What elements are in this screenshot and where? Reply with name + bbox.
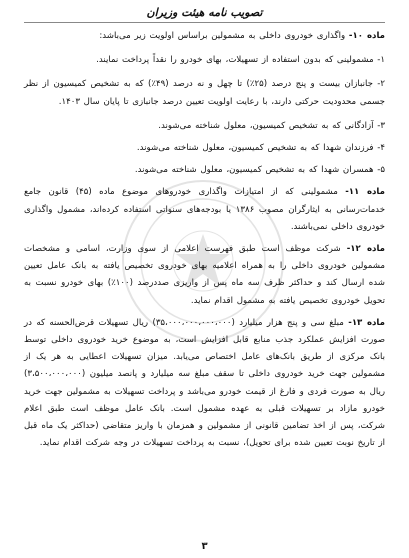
paragraph-8 [24,315,385,453]
paragraph-text: ۳- آزادگانی که به تشخیص کمیسیون، معلول شناخته می‌شوند. [158,120,385,131]
paragraph-text: ۵- همسران شهدا که به تشخیص کمیسیون، معلول شناخته می‌شوند. [134,165,385,176]
paragraph-6 [24,184,385,236]
page-number: ۳ [201,541,208,552]
document-body [24,28,385,457]
paragraph-4 [24,140,385,157]
paragraph-1 [24,52,385,69]
paragraph-2 [24,76,385,110]
paragraph-text: مبلغ سی و پنج هزار میلیارد (۳۵،۰۰۰،۰۰۰،۰۰۰،۰۰۰) ریال تسهیلات قرض‌الحسنه که در صورت افزایش عملکرد جذب منابع قابل افزایش است، به موضوع خرید خودروی داخلی توسط بانک مرکزی از طریق بانک‌های عامل اختصاص می‌یابد. میزان تسهیلات اعطایی به هر یک از مشمولین جهت خرید خودروی داخلی تا سقف مبلغ سه میلیارد و پانصد میلیون (۳،۵۰۰،۰۰۰،۰۰۰) ریال به صورت فردی و فارغ از قیمت خودرو می‌باشد و پرداخت تسهیلات به مشمولین جهت خرید خودرو مازاد بر تسهیلات قبلی به عهده مشمول است. بانک عامل موظف است طبق اعلام شرکت، پس از اخذ تضامین قانونی از مشمولین و همزمان با واریز متقاضی (حداکثر یک ماه قبل از تاریخ نوبت تعیین شده برای تحویل)، نسبت به پرداخت تسهیلات در وجه شرکت اقدام نماید. [24,317,385,449]
paragraph-text: ۱- مشمولینی که بدون استفاده از تسهیلات، بهای خودرو را نقداً پرداخت نمایند. [96,55,385,66]
paragraph-0 [24,28,385,45]
paragraph-3 [24,118,385,135]
paragraph-7 [24,241,385,310]
paragraph-text: ۲- جانبازان بیست و پنج درصد (۲۵٪) تا چهل و نه درصد (۴۹٪) که به تشخیص کمیسیون از نظر جسمی محدودیت حرکتی دارند، با رعایت اولویت تعیین درصد جانبازی تا پایان سال ۱۴۰۳. [24,79,385,107]
paragraph-5 [24,162,385,179]
article-label: ماده ۱۱- [345,187,385,198]
paragraph-text: ۴- فرزندان شهدا که به تشخیص کمیسیون، معلول شناخته می‌شوند. [136,143,385,154]
article-label: ماده ۱۳- [348,317,385,328]
paragraph-text: مشمولینی که از امتیازات واگذاری خودروهای موضوع ماده (۴۵) قانون جامع خدمات‌رسانی به ایثارگران مصوب ۱۳۸۶ یا بودجه‌های سنواتی استفاده کرده‌اند، مشمول واگذاری خودروی داخلی نمی‌باشند. [24,187,386,232]
article-label: ماده ۱۲- [346,244,385,255]
header-divider [24,22,385,23]
page-header-title: تصویب نامه هیئت وزیران [146,6,263,19]
paragraph-text: شرکت موظف است طبق فهرست اعلامی از سوی وزارت، اسامی و مشخصات مشمولین خودروی داخلی را به همراه اعلامیه بهای خودروی تخصیص یافته به بانک عامل تعیین شده ارسال کند و حداکثر ظرف سه ماه پس از واریزی صددرصد (۱۰۰٪) بهای خودرو نسبت به تحویل خودروی تخصیص یافته به مشمول اقدام نماید. [24,244,386,306]
paragraph-text: واگذاری خودروی داخلی به مشمولین براساس اولویت زیر می‌باشد: [99,31,349,41]
article-label: ماده ۱۰- [348,31,385,41]
